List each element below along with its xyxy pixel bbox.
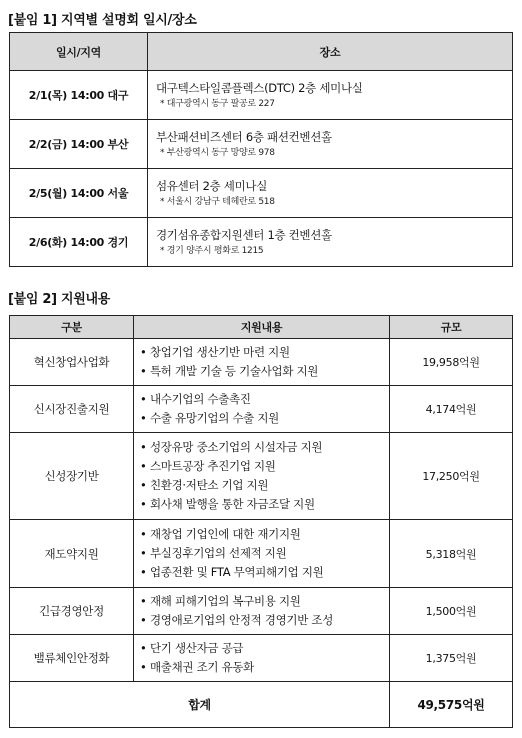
- header-date: 일시/지역: [10, 33, 148, 71]
- item-text: 단기 생산자금 공급: [150, 641, 244, 655]
- list-item: [140, 639, 389, 658]
- item-text: 내수기업의 수출촉진: [150, 392, 251, 406]
- venue-cell: [148, 169, 513, 218]
- bullet-marker: •: [140, 660, 147, 674]
- header-category: 구분: [10, 316, 134, 339]
- venue-address: * 부산광역시 동구 망양로 978: [160, 147, 275, 158]
- bullet-marker: •: [140, 459, 147, 473]
- list-item: [140, 390, 389, 409]
- item-text: 회사채 발행을 통한 자금조달 지원: [150, 497, 315, 511]
- list-item: [140, 611, 389, 630]
- table-row: [10, 169, 513, 218]
- header-scale: 규모: [390, 316, 513, 339]
- list-item: [140, 438, 389, 457]
- item-text: 친환경·저탄소 기업 지원: [150, 478, 269, 492]
- item-text: 창업기업 생산기반 마련 지원: [150, 345, 290, 359]
- items-cell: [134, 588, 390, 635]
- section2-title: [붙임 2] 지원내용: [8, 292, 111, 307]
- list-item: [140, 563, 389, 582]
- items-cell: [134, 386, 390, 433]
- item-text: 특허 개발 기술 등 기술사업화 지원: [150, 364, 319, 378]
- venue-address: * 대구광역시 동구 팔공로 227: [160, 98, 275, 109]
- list-item: [140, 457, 389, 476]
- list-item: [140, 495, 389, 514]
- table-header-row: [10, 33, 513, 71]
- bullet-marker: •: [140, 478, 147, 492]
- table-row: [10, 635, 513, 682]
- bullet-marker: •: [140, 613, 147, 627]
- bullet-marker: •: [140, 364, 147, 378]
- section1-title: [붙임 1] 지역별 설명회 일시/장소: [8, 13, 197, 28]
- list-item: [140, 592, 389, 611]
- category-cell: 신성장기반: [10, 433, 134, 520]
- total-amount: 49,575억원: [390, 682, 513, 728]
- bullet-marker: •: [140, 594, 147, 608]
- item-text: 매출채권 조기 유동화: [150, 660, 254, 674]
- table-row: [10, 339, 513, 386]
- category-cell: 긴급경영안정: [10, 588, 134, 635]
- venue-name: 경기섬유종합지원센터 1층 컨벤션홀: [156, 227, 332, 242]
- item-text: 경영애로기업의 안정적 경영기반 조성: [150, 613, 334, 627]
- table-row: [10, 218, 513, 267]
- briefing-schedule-table: [9, 32, 513, 267]
- table-row: [10, 386, 513, 433]
- header-content: 지원내용: [134, 316, 390, 339]
- item-text: 수출 유망기업의 수출 지원: [150, 411, 279, 425]
- amount-cell: 4,174억원: [390, 386, 513, 433]
- bullet-marker: •: [140, 527, 147, 541]
- list-item: [140, 362, 389, 381]
- table-row: [10, 120, 513, 169]
- amount-cell: 1,500억원: [390, 588, 513, 635]
- table-header-row: [10, 316, 513, 339]
- item-text: 성장유망 중소기업의 시설자금 지원: [150, 440, 323, 454]
- list-item: [140, 525, 389, 544]
- amount-cell: 19,958억원: [390, 339, 513, 386]
- venue-cell: [148, 120, 513, 169]
- list-item: [140, 409, 389, 428]
- header-venue: 장소: [148, 33, 513, 71]
- category-cell: 밸류체인안정화: [10, 635, 134, 682]
- item-text: 재창업 기업인에 대한 재기지원: [150, 527, 301, 541]
- bullet-marker: •: [140, 440, 147, 454]
- list-item: [140, 658, 389, 677]
- schedule-date: 2/1(목) 14:00 대구: [10, 71, 148, 120]
- amount-cell: 5,318억원: [390, 520, 513, 588]
- item-text: 재해 피해기업의 복구비용 지원: [150, 594, 301, 608]
- category-cell: 신시장진출지원: [10, 386, 134, 433]
- items-cell: [134, 520, 390, 588]
- venue-name: 대구텍스타일콤플렉스(DTC) 2층 세미나실: [156, 80, 363, 95]
- total-label: 합계: [10, 682, 390, 728]
- schedule-date: 2/6(화) 14:00 경기: [10, 218, 148, 267]
- venue-cell: [148, 71, 513, 120]
- total-row: [10, 682, 513, 728]
- list-item: [140, 544, 389, 563]
- venue-address: * 서울시 강남구 테헤란로 518: [160, 196, 275, 207]
- category-cell: 혁신창업사업화: [10, 339, 134, 386]
- bullet-marker: •: [140, 641, 147, 655]
- items-cell: [134, 635, 390, 682]
- category-cell: 재도약지원: [10, 520, 134, 588]
- table-row: [10, 588, 513, 635]
- item-text: 업종전환 및 FTA 무역피해기업 지원: [150, 565, 324, 579]
- bullet-marker: •: [140, 392, 147, 406]
- bullet-marker: •: [140, 546, 147, 560]
- venue-name: 섬유센터 2층 세미나실: [156, 178, 268, 193]
- bullet-marker: •: [140, 565, 147, 579]
- bullet-marker: •: [140, 345, 147, 359]
- list-item: [140, 343, 389, 362]
- schedule-date: 2/5(월) 14:00 서울: [10, 169, 148, 218]
- venue-name: 부산패션비즈센터 6층 패션컨벤션홀: [156, 129, 332, 144]
- bullet-marker: •: [140, 497, 147, 511]
- item-text: 부실징후기업의 선제적 지원: [150, 546, 287, 560]
- item-text: 스마트공장 추진기업 지원: [150, 459, 276, 473]
- amount-cell: 17,250억원: [390, 433, 513, 520]
- table-row: [10, 520, 513, 588]
- table-row: [10, 433, 513, 520]
- items-cell: [134, 339, 390, 386]
- table-row: [10, 71, 513, 120]
- schedule-date: 2/2(금) 14:00 부산: [10, 120, 148, 169]
- amount-cell: 1,375억원: [390, 635, 513, 682]
- venue-address: * 경기 양주시 평화로 1215: [160, 245, 264, 256]
- items-cell: [134, 433, 390, 520]
- list-item: [140, 476, 389, 495]
- support-content-table: [9, 315, 513, 728]
- bullet-marker: •: [140, 411, 147, 425]
- venue-cell: [148, 218, 513, 267]
